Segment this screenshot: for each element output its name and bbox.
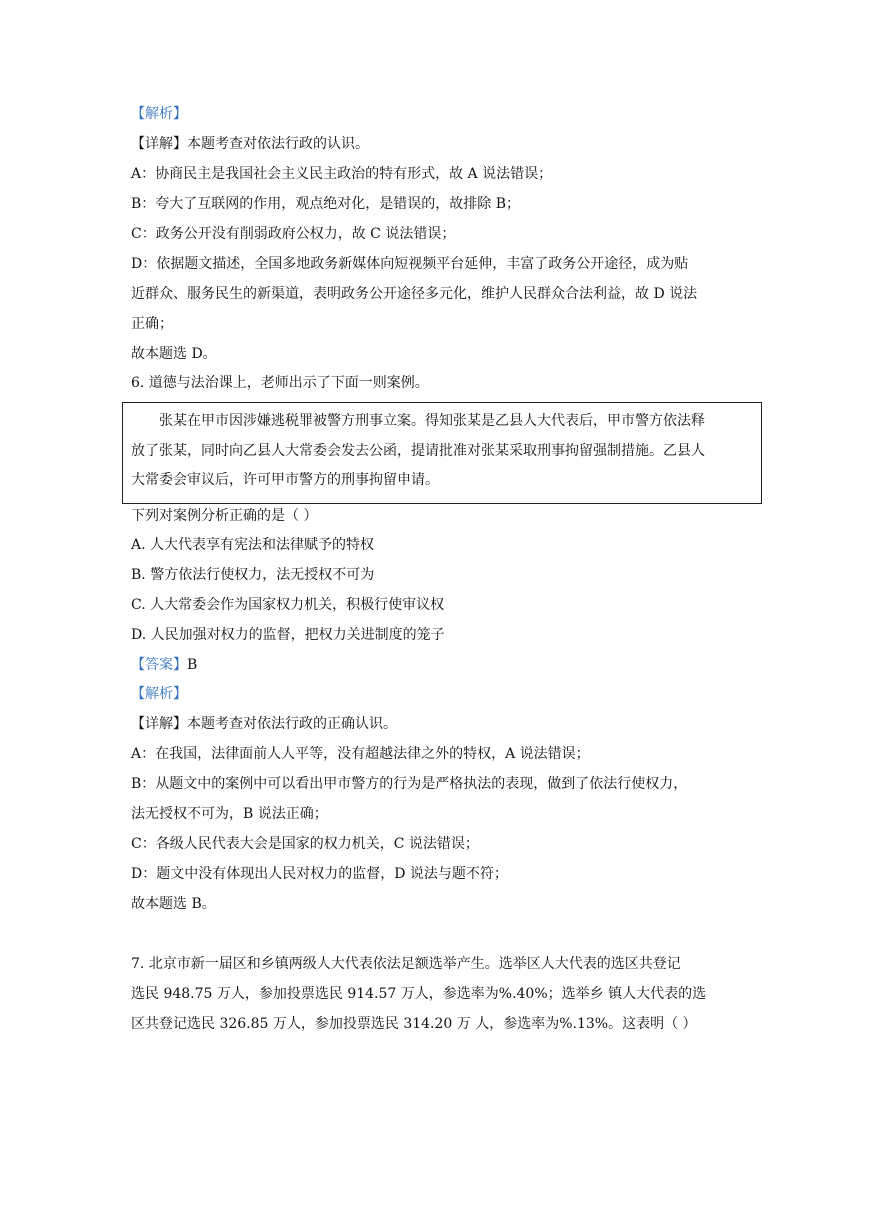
option-b: B. 警方依法行使权力，法无授权不可为	[131, 567, 375, 583]
answer-line	[131, 655, 197, 675]
conclusion: 故本题选 D。	[131, 346, 217, 362]
analysis-d-line1: D：依据题文描述，全国多地政务新媒体向短视频平台延伸，丰富了政务公开途径，成为贴	[131, 256, 689, 272]
question-stem: 6. 道德与法治课上，老师出示了下面一则案例。	[131, 375, 429, 391]
option-a: A. 人大代表享有宪法和法律赋予的特权	[131, 537, 375, 553]
answer-label: 【答案】	[131, 657, 187, 673]
case-line1: 张某在甲市因涉嫌逃税罪被警方刑事立案。得知张某是乙县人大代表后，甲市警方依法释	[159, 413, 705, 429]
jiexi-label: 【解析】	[131, 106, 187, 122]
detail-line	[131, 134, 369, 154]
analysis-d-line2: 近群众、服务民生的新渠道，表明政务公开途径多元化，维护人民群众合法利益，故 D 说法	[131, 286, 698, 302]
option-d: D. 人民加强对权力的监督，把权力关进制度的笼子	[131, 627, 445, 643]
detail-label: 【详解】	[131, 716, 187, 732]
analysis-b: B：夸大了互联网的作用，观点绝对化，是错误的，故排除 B；	[131, 196, 521, 212]
question-prompt: 下列对案例分析正确的是（ ）	[131, 508, 318, 524]
case-box	[122, 402, 762, 504]
case-line2: 放了张某，同时向乙县人大常委会发去公函，提请批准对张某采取刑事拘留强制措施。乙县人	[131, 443, 705, 459]
analysis-a: A：在我国，法律面前人人平等，没有超越法律之外的特权，A 说法错误；	[131, 746, 590, 762]
detail-label: 【详解】	[131, 136, 187, 152]
answer-value: B	[187, 657, 198, 673]
detail-line	[131, 714, 397, 734]
case-line3: 大常委会审议后，许可甲市警方的刑事拘留申请。	[131, 472, 439, 488]
analysis-b-line2: 法无授权不可为，B 说法正确；	[131, 806, 328, 822]
jiexi-label: 【解析】	[131, 686, 187, 702]
option-c: C. 人大常委会作为国家权力机关，积极行使审议权	[131, 597, 445, 613]
conclusion: 故本题选 B。	[131, 896, 216, 912]
q7-line2: 选民 948.75 万人，参加投票选民 914.57 万人，参选率为%.40%；选举乡 镇人大代表的选	[131, 986, 707, 1002]
analysis-c: C：政务公开没有削弱政府公权力，故 C 说法错误；	[131, 226, 456, 242]
analysis-a: A：协商民主是我国社会主义民主政治的特有形式，故 A 说法错误；	[131, 166, 553, 182]
analysis-d: D：题文中没有体现出人民对权力的监督，D 说法与题不符；	[131, 866, 508, 882]
q7-line3: 区共登记选民 326.85 万人，参加投票选民 314.20 万 人，参选率为%.13%。这表明（ ）	[131, 1016, 697, 1032]
analysis-d-line3: 正确；	[131, 316, 173, 332]
detail-text: 本题考查对依法行政的认识。	[187, 136, 369, 152]
q7-line1: 7. 北京市新一届区和乡镇两级人大代表依法足额选举产生。选举区人大代表的选区共登记	[131, 956, 681, 972]
analysis-b-line1: B：从题文中的案例中可以看出甲市警方的行为是严格执法的表现，做到了依法行使权力，	[131, 776, 688, 792]
analysis-c: C：各级人民代表大会是国家的权力机关，C 说法错误；	[131, 836, 479, 852]
detail-text: 本题考查对依法行政的正确认识。	[187, 716, 397, 732]
